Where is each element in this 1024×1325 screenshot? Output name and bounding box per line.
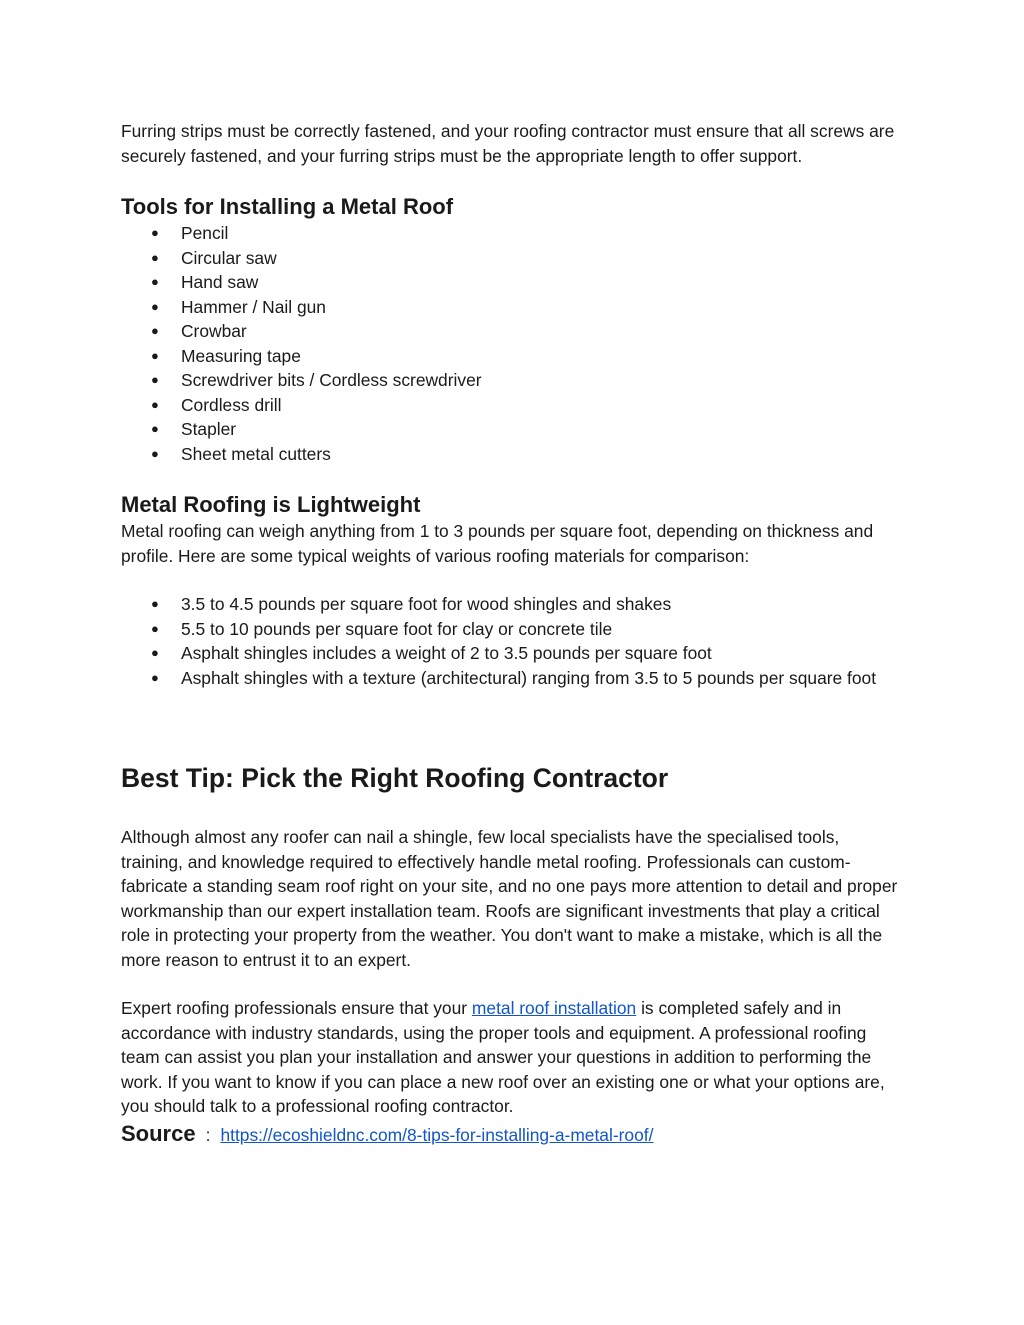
lightweight-paragraph: Metal roofing can weigh anything from 1 to 3 pounds per square foot, depending on thickness and profile. Here are some typical weights of various roofing materials for comparison: xyxy=(121,521,874,566)
source-link[interactable]: https://ecoshieldnc.com/8-tips-for-installing-a-metal-roof/ xyxy=(220,1124,654,1145)
source-label: Source xyxy=(121,1120,196,1146)
bullet-icon: ● xyxy=(151,596,159,611)
list-item: ● Measuring tape xyxy=(121,344,901,369)
source-separator: : xyxy=(205,1124,211,1145)
list-item: ● Stapler xyxy=(121,417,901,442)
list-item: ● Hammer / Nail gun xyxy=(121,295,901,320)
bullet-icon: ● xyxy=(151,421,159,436)
intro-paragraph: Furring strips must be correctly fastened, and your roofing contractor must ensure that all screws are securely fastened, and your furring strips must be the appropriate length to offer support. xyxy=(121,121,895,166)
source-line xyxy=(121,1121,901,1148)
best-tip-paragraph-2: Expert roofing professionals ensure that your metal roof installation is completed safely and in accordance with industry standards, using the proper tools and equipment. A professional roofing team can assist you plan your installation and answer your questions in addition to performing the work. If you want to know if you can place a new roof over an existing one or what your options are, you should talk to a professional roofing contractor. xyxy=(121,998,885,1116)
page-content xyxy=(121,119,901,1148)
bullet-icon: ● xyxy=(151,645,159,660)
list-item: ● Cordless drill xyxy=(121,393,901,418)
list-item: ● 3.5 to 4.5 pounds per square foot for wood shingles and shakes xyxy=(121,592,901,617)
best-tip-paragraph-1: Although almost any roofer can nail a shingle, few local specialists have the specialised tools, training, and knowledge required to effectively handle metal roofing. Professionals can custom-fabricate a standing seam roof right on your site, and no one pays more attention to detail and proper workmanship than our expert installation team. Roofs are significant investments that play a critical role in protecting your property from the weather. You don't want to make a mistake, which is all the more reason to entrust it to an expert. xyxy=(121,827,898,970)
weights-list xyxy=(121,592,901,690)
bullet-icon: ● xyxy=(151,620,159,636)
list-item: ● Sheet metal cutters xyxy=(121,442,901,467)
list-item: ● Screwdriver bits / Cordless screwdriver xyxy=(121,368,901,393)
bullet-icon: ● xyxy=(151,274,159,289)
list-item: ● 5.5 to 10 pounds per square foot for clay or concrete tile xyxy=(121,617,901,642)
best-tip-heading: Best Tip: Pick the Right Roofing Contractor xyxy=(121,763,669,793)
bullet-icon: ● xyxy=(151,445,159,461)
bullet-icon: ● xyxy=(151,298,159,314)
metal-roof-installation-link[interactable]: metal roof installation xyxy=(471,998,637,1018)
tools-heading: Tools for Installing a Metal Roof xyxy=(121,194,454,219)
list-item: ● Asphalt shingles with a texture (architectural) ranging from 3.5 to 5 pounds per square foot xyxy=(121,666,901,691)
bullet-icon: ● xyxy=(151,249,159,265)
tools-list xyxy=(121,221,901,466)
lightweight-heading: Metal Roofing is Lightweight xyxy=(121,492,421,517)
list-item: ● Asphalt shingles includes a weight of 2 to 3.5 pounds per square foot xyxy=(121,641,901,666)
list-item: ● Crowbar xyxy=(121,319,901,344)
list-item: ● Circular saw xyxy=(121,246,901,271)
list-item: ● Pencil xyxy=(121,221,901,246)
bullet-icon: ● xyxy=(151,372,159,387)
list-item: ● Hand saw xyxy=(121,270,901,295)
bullet-icon: ● xyxy=(151,396,159,412)
bullet-icon: ● xyxy=(151,225,159,240)
bullet-icon: ● xyxy=(151,323,159,338)
bullet-icon: ● xyxy=(151,669,159,685)
bullet-icon: ● xyxy=(151,347,159,363)
